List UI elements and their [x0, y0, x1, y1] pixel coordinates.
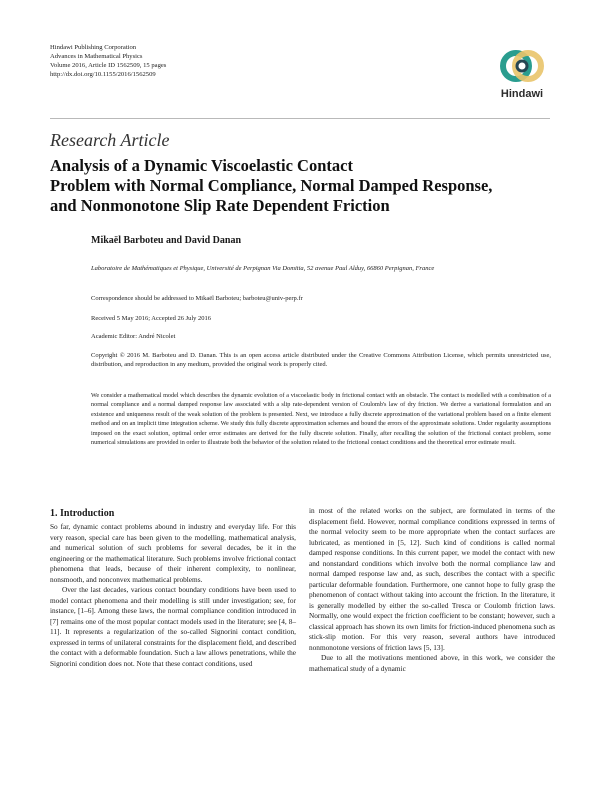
header-divider: [50, 118, 550, 119]
hindawi-logo: [492, 40, 552, 108]
authors: Mikaël Barboteu and David Danan: [91, 235, 242, 246]
paragraph: Over the last decades, various contact boundary conditions have been used to model contact phenomena and their modelling is still under investigation; see, for instance, [1–6]. Among these laws, the normal compliance condition introduced in [7] remains one of the most popular contact models used in the literature; see [4, 8–11]. It represents a regularization of the so-called Signorini contact condition, expressed in terms of unilateral constraints for the displacement field, and described the contact with a deformable foundation. Such a law allows penetrations, while the Signorini condition does not. Note that these contact conditions, used: [50, 585, 296, 668]
hindawi-logo-icon: [492, 40, 552, 92]
article-type: Research Article: [50, 130, 170, 150]
dates: Received 5 May 2016; Accepted 26 July 2016: [91, 315, 212, 322]
paragraph: in most of the related works on the subject, are formulated in terms of the displacement field. However, normal compliance conditions expressed in terms of the normal velocity seem to be more appropriate when the contact surfaces are lubricated, as mentioned in [5, 12]. Such kind of conditions is called normal damped response conditions. In this current paper, we model the contact with new and nonstandard conditions which involve both the normal compliance law and normal damped response law and, as such, describes the contact with a specific particular deformable foundation. Furthermore, one cannot hope to fully grasp the phenomenon of contact without taking into account the friction. In the literature, it is generally modelled by either the so-called Tresca or Coulomb friction laws. Normally, one would expect the friction coefficient to be constant; however, such a classical approach has shown its own limits for friction-induced phenomena such as stick-slip motion. For this very reason, several authors have introduced nonmonotone versions of friction laws [5, 13].: [309, 506, 555, 652]
affiliation: Laboratoire de Mathématiques et Physique, Université de Perpignan Via Domitia, 52 avenue Paul Alduy, 66860 Perpignan, France: [91, 265, 435, 272]
volume-info: Volume 2016, Article ID 1562509, 15 pages: [50, 62, 167, 69]
copyright-notice: Copyright © 2016 M. Barboteu and D. Danan. This is an open access article distributed under the Creative Commons Attribution License, which permits unrestricted use, distribution, and reproduction in any medium, provided the original work is properly cited.: [91, 352, 551, 369]
intro-column-right: [309, 506, 555, 674]
title-line: Problem with Normal Compliance, Normal Damped Response,: [50, 176, 493, 195]
paper-title: [50, 156, 555, 216]
doi-link[interactable]: http://dx.doi.org/10.1155/2016/1562509: [50, 71, 156, 78]
journal-name: Advances in Mathematical Physics: [50, 53, 143, 60]
paragraph: Due to all the motivations mentioned above, in this work, we consider the mathematical study of a dynamic: [309, 653, 555, 673]
journal-header: [50, 43, 166, 79]
intro-column-left: [50, 522, 296, 669]
title-line: and Nonmonotone Slip Rate Dependent Friction: [50, 196, 390, 215]
academic-editor: Academic Editor: André Nicolet: [91, 333, 176, 340]
abstract: We consider a mathematical model which describes the dynamic evolution of a viscoelastic body in frictional contact with an obstacle. The contact is modelled with a combination of a normal compliance and a normal damped response law associated with a slip rate-dependent version of Coulomb's law of dry friction. We derive a variational formulation and an existence and uniqueness result of the weak solution of the problem is presented. Next, we introduce a fully discrete approximation of the variational problem based on a finite element method and on an implicit time integration scheme. We study this fully discrete approximation schemes and bound the errors of the approximate solutions. Under regularity assumptions imposed on the exact solution, optimal order error estimates are derived for the fully discrete solution. Finally, after recalling the solution of the frictional contact problem, some numerical simulations are provided in order to illustrate both the behavior of the solution related to the frictional contact conditions and the theoretical error estimate result.: [91, 392, 551, 447]
correspondence: Correspondence should be addressed to Mikaël Barboteu; barboteu@univ-perp.fr: [91, 295, 303, 302]
logo-text: Hindawi: [500, 88, 544, 100]
section-title: 1. Introduction: [50, 508, 115, 519]
publisher-name: Hindawi Publishing Corporation: [50, 44, 137, 51]
title-line: Analysis of a Dynamic Viscoelastic Contact: [50, 156, 353, 175]
paragraph: So far, dynamic contact problems abound in industry and everyday life. For this very reason, special care has been given to the modelling, mathematical analysis, and numerical solution of such problems for several decades, be it in the engineering or the mathematical literature. Such problems involve frictional contact phenomena that leads, because of their inherent complexity, to nonlinear, nonsmooth, and nonconvex mathematical problems.: [50, 522, 296, 584]
